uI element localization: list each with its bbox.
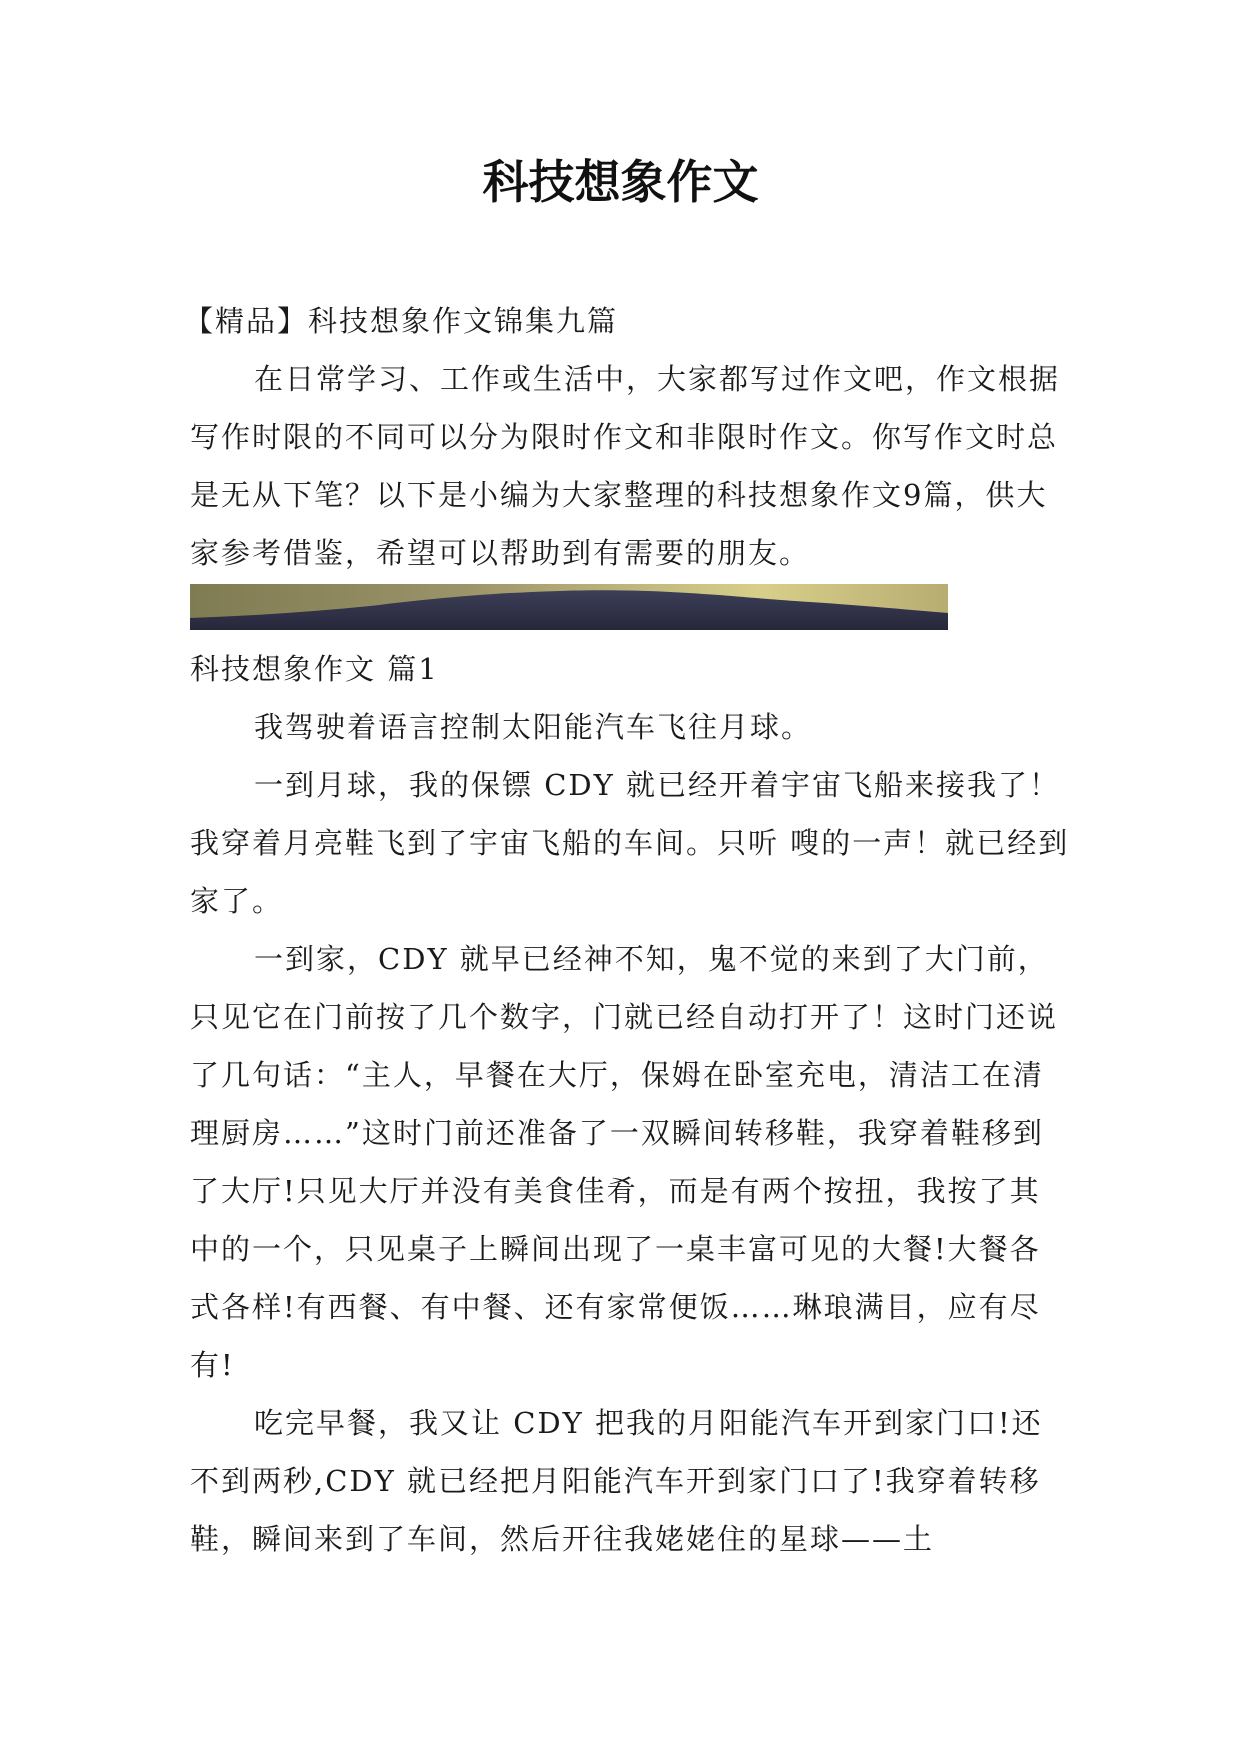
section-title: 科技想象作文 篇1 <box>190 652 439 686</box>
intro-paragraph: 在日常学习、工作或生活中，大家都写过作文吧，作文根据写作时限的不同可以分为限时作文和非限时作文。你写作文时总是无从下笔？以下是小编为大家整理的科技想象作文9篇，供大家参考借鉴，希望可以帮助到有需要的朋友。 <box>190 362 1061 570</box>
landscape-banner-image <box>190 584 948 630</box>
body-paragraph-2: 一到月球，我的保镖 CDY 就已经开着宇宙飞船来接我了！我穿着月亮鞋飞到了宇宙飞船的车间。只听 嗖的一声！就已经到家了。 <box>190 768 1070 918</box>
document-title: 科技想象作文 <box>482 155 759 209</box>
body-paragraph-3: 一到家，CDY 就早已经神不知，鬼不觉的来到了大门前，只见它在门前按了几个数字，门就已经自动打开了！这时门还说了几句话：“主人，早餐在大厅，保姆在卧室充电，清洁工在清理厨房……”这时门前还准备了一双瞬间转移鞋，我穿着鞋移到了大厅!只见大厅并没有美食佳肴，而是有两个按扭，我按了其中的一个，只见桌子上瞬间出现了一桌丰富可见的大餐!大餐各式各样!有西餐、有中餐、还有家常便饭……琳琅满目，应有尽有! <box>190 942 1059 1382</box>
document-subtitle: 【精品】科技想象作文锦集九篇 <box>184 304 619 338</box>
document-body <box>184 292 1070 1568</box>
body-paragraph-4: 吃完早餐，我又让 CDY 把我的月阳能汽车开到家门口!还不到两秒,CDY 就已经把月阳能汽车开到家门口了!我穿着转移鞋，瞬间来到了车间，然后开往我姥姥住的星球——土 <box>190 1406 1043 1556</box>
body-paragraph-1: 我驾驶着语言控制太阳能汽车飞往月球。 <box>254 710 813 744</box>
